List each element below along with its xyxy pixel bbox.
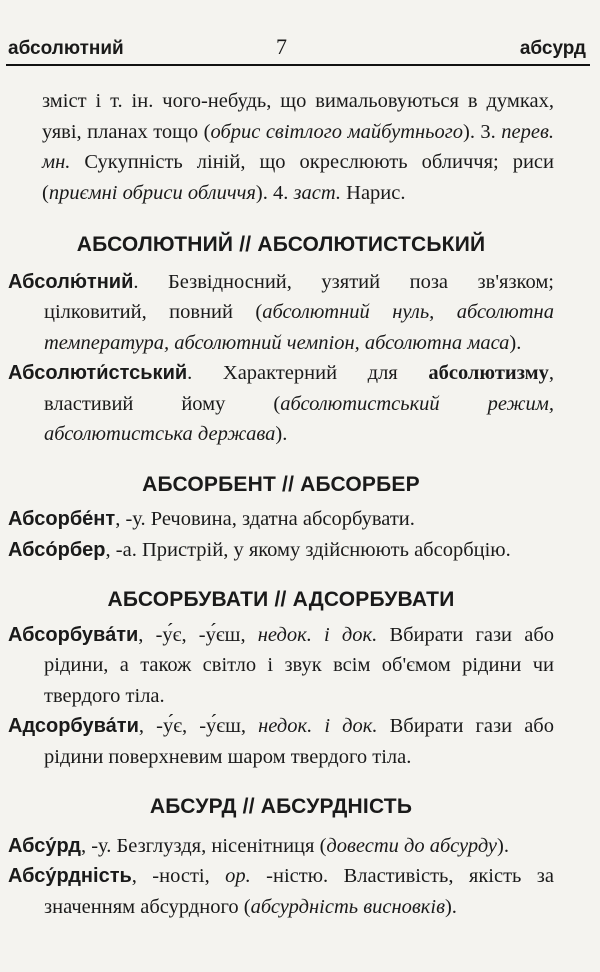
section-heading: АБСОРБУВАТИ // АДСОРБУВАТИ (107, 588, 455, 611)
dictionary-entry: Абсорбе́нт, -у. Речовина, здатна абсорбувати. (8, 508, 415, 530)
page-body (8, 86, 554, 922)
entry-headword: Абсу́рдність (8, 865, 132, 887)
dictionary-entry: Абсолюти́стський. Характерний для абсолютизму, властивий йому (абсолютистський режим, абсолютистська держава). (8, 362, 554, 445)
section-heading: АБСУРД // АБСУРДНІСТЬ (149, 795, 413, 818)
section-heading: АБСОРБЕНТ // АБСОРБЕР (142, 472, 420, 496)
header-right-word: абсурд (519, 38, 586, 59)
dictionary-entry: Абсолю́тний. Безвідносний, узятий поза зв'язком; цілковитий, повний (абсолютний нуль, абсолютна температура, абсолютний чемпіон, абсолютна маса). (8, 270, 554, 354)
entry-headword: Абсорбе́нт (8, 508, 116, 530)
page-number: 7 (276, 34, 287, 59)
dictionary-entry: Абсорбува́ти, -у́є, -у́єш, недок. і док. Вбирати гази або рідини, а також світло і звук всім об'ємом рідини чи твердого тіла. (8, 623, 554, 707)
entry-headword: Абсу́рд (8, 834, 81, 857)
entry-headword: Абсолю́тний (8, 270, 134, 293)
entry-headword: Абсорбува́ти (8, 623, 139, 646)
dictionary-entry: Адсорбува́ти, -у́є, -у́єш, недок. і док. Вбирати гази або рідини поверхневим шаром твердого тіла. (8, 715, 554, 768)
entry-headword: Абсо́рбер (8, 538, 106, 561)
header-rule (6, 64, 590, 66)
dictionary-entry: Абсу́рдність, -ності, ор. -ністю. Властивість, якість за значенням абсурдного (абсурдність висновків). (8, 865, 555, 918)
entry-headword: Адсорбува́ти (8, 715, 139, 737)
dictionary-entry: Абсу́рд, -у. Безглуздя, нісенітниця (довести до абсурду). (8, 834, 509, 857)
dictionary-entry: Абсо́рбер, -а. Пристрій, у якому здійснюють абсорбцію. (8, 538, 511, 561)
header-left-word: абсолютний (8, 38, 124, 59)
running-header (8, 34, 586, 62)
entry-headword: Абсолюти́стський (8, 362, 188, 384)
continued-entry-text: зміст і т. ін. чого-небудь, що вимальовуються в думках, уяві, планах тощо (обрис світлого майбутнього). 3. перев. мн. Сукупність ліній, що окреслюють обличчя; риси (приємні обриси обличчя). 4. заст. Нарис. (42, 90, 555, 204)
section-heading: АБСОЛЮТНИЙ // АБСОЛЮТИСТСЬКИЙ (76, 233, 486, 256)
